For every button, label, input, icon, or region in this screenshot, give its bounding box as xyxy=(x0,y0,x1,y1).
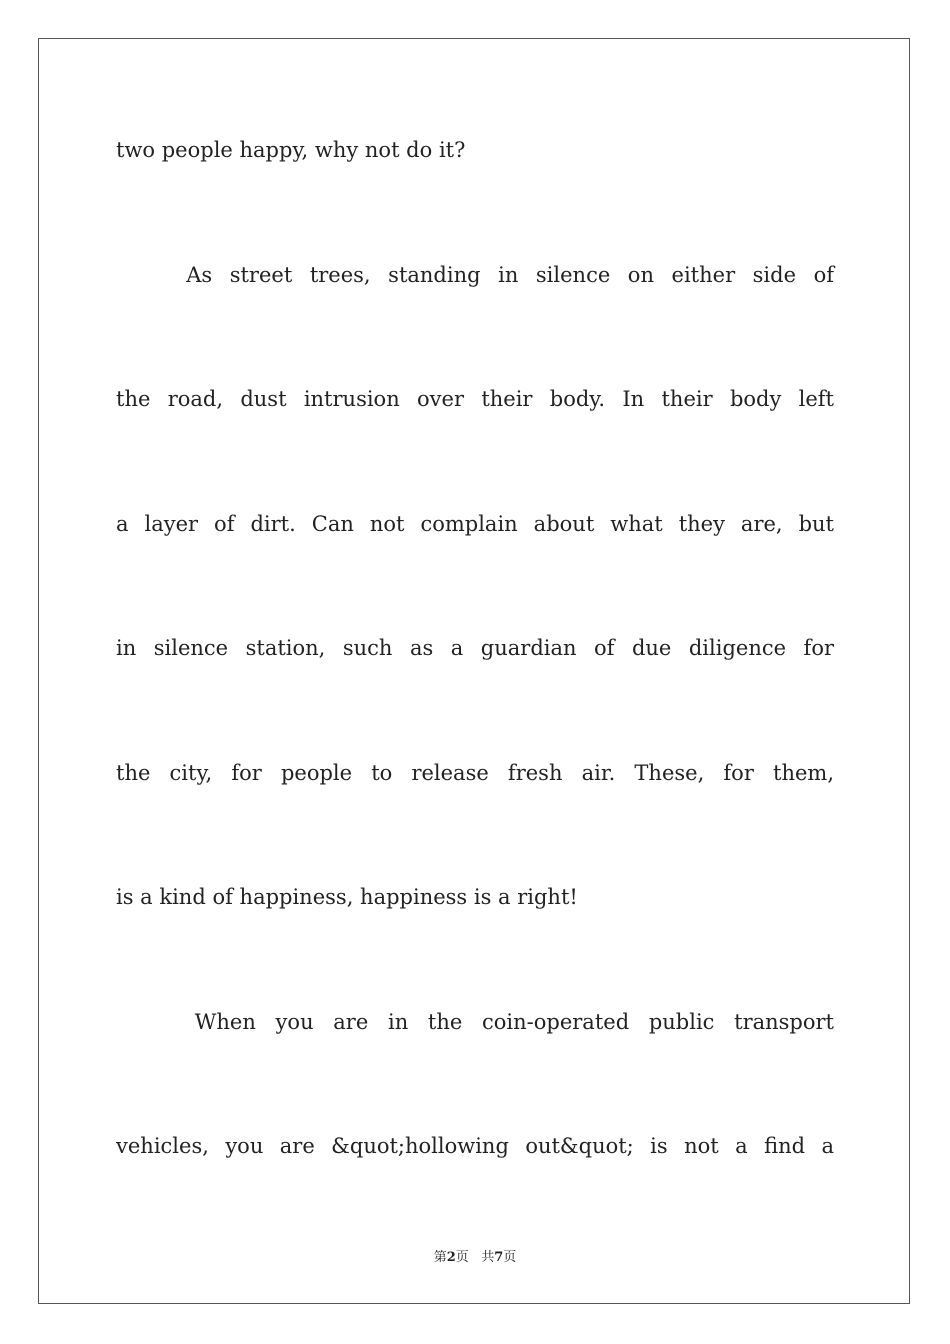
text-line: in silence station, such as a guardian of due diligence for xyxy=(116,636,834,660)
page-footer xyxy=(0,1246,950,1265)
text-line: the city, for people to release fresh air. These, for them, xyxy=(116,760,834,785)
footer-prefix: 第 xyxy=(433,1250,447,1265)
text-line: As street trees, standing in silence on either side of xyxy=(116,262,834,287)
text-line: is a kind of happiness, happiness is a right! xyxy=(116,885,578,909)
text-line: two people happy, why not do it? xyxy=(116,138,466,162)
total-page-count: 7 xyxy=(494,1250,504,1265)
footer-suffix: 页 xyxy=(503,1250,517,1265)
text-line: the road, dust intrusion over their body. In their body left xyxy=(116,387,834,411)
footer-mid: 页 共 xyxy=(455,1250,495,1265)
text-line: a layer of dirt. Can not complain about what they are, but xyxy=(116,511,834,536)
text-line: When you are in the coin-operated public transport xyxy=(116,1009,834,1034)
document-body xyxy=(116,126,834,1247)
current-page-number: 2 xyxy=(446,1250,456,1265)
text-line: vehicles, you are &quot;hollowing out&quot; is not a find a xyxy=(116,1134,834,1158)
